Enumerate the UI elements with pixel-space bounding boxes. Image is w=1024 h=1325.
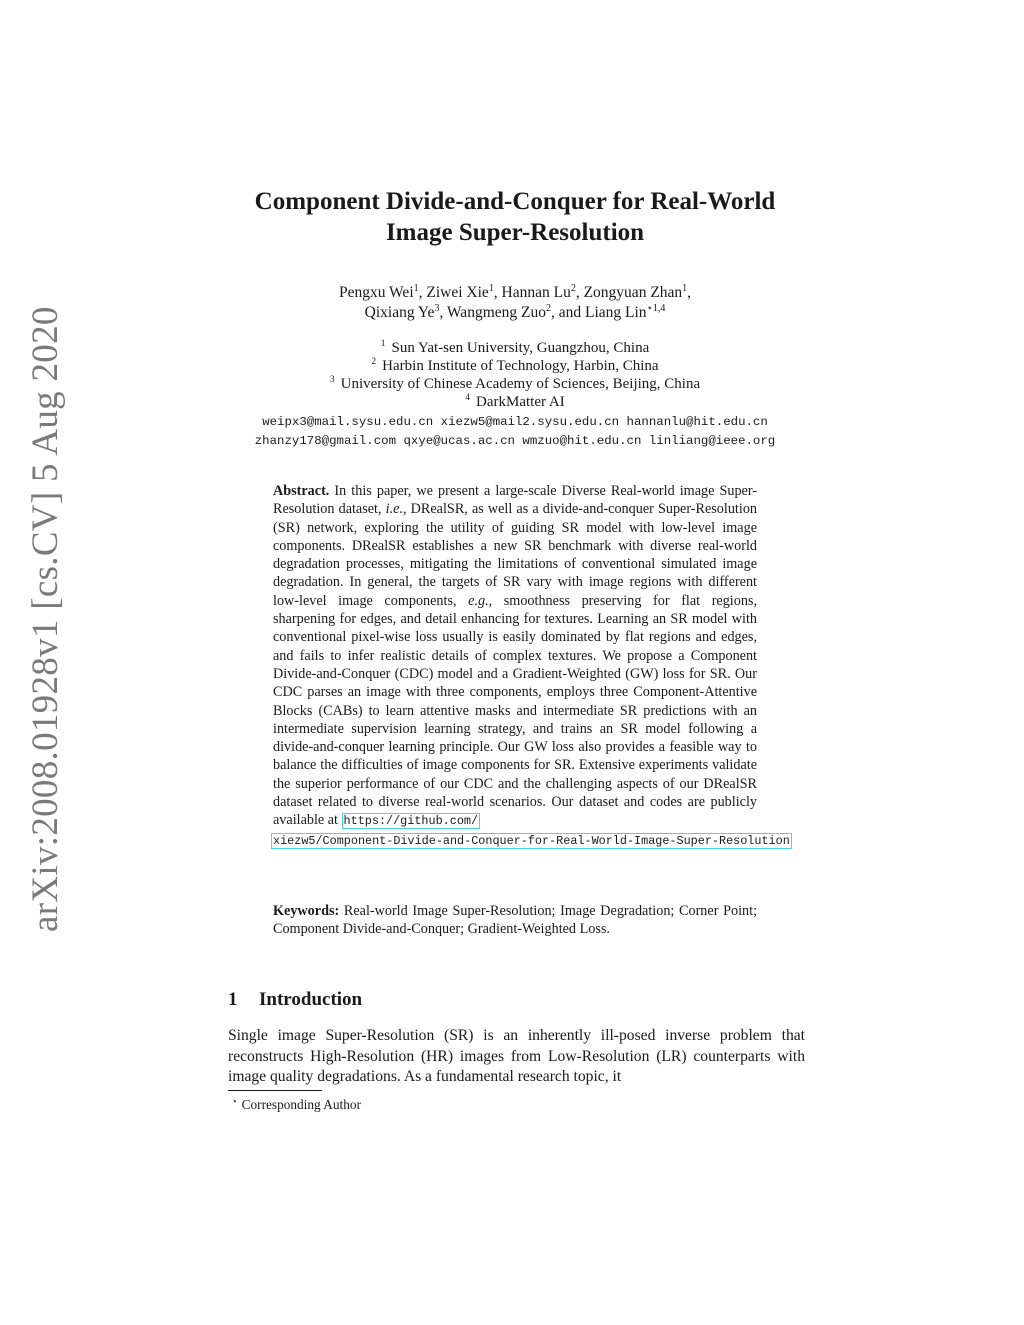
affiliation-mark: 1 [380, 339, 386, 349]
section-title: Introduction [259, 989, 363, 1010]
author-separator: , [439, 304, 447, 321]
keywords-label: Keywords: [273, 903, 340, 919]
author-name: Wangmeng Zuo [446, 304, 546, 321]
author-name: Hannan Lu [501, 284, 571, 301]
author-separator: , [493, 284, 502, 301]
footnote-mark: ⋆ [232, 1095, 238, 1106]
author-name: Liang Lin [585, 304, 647, 321]
abstract-text: , DRealSR, as well as a divide-and-conquer Super-Resolution (SR) network, exploring the utility of guiding SR model with low-level image components. DRealSR establishes a new SR benchmark with diverse real-world degradation processes, mitigating the limitations of conventional simulated image degradation. In general, the targets of SR vary with image regions with different low-level image components, [273, 501, 758, 609]
affiliation-text: Harbin Institute of Technology, Harbin, China [382, 358, 659, 374]
abstract-text: , smoothness preserving for flat regions, sharpening for edges, and detail enhancing for textures. Learning an SR model with conventional pixel-wise loss usually is easily dominated by flat regions and edges, and fails to infer realistic details of complex textures. We propose a Component Divide-and-Conquer (CDC) model and a Gradient-Weighted (GW) loss for SR. Our CDC parses an image with three components, employs three Component-Attentive Blocks (CABs) to learn attentive masks and intermediate SR predictions with an intermediate supervision learning strategy, and trains an SR model following a divide-and-conquer learning principle. Our GW loss also provides a feasible way to balance the difficulties of image components for SR. Extensive experiments validate the superior performance of our CDC and the challenging aspects of our DRealSR dataset related to diverse real-world scenarios. Our dataset and codes are publicly available at [273, 592, 758, 829]
title-line-2: Image Super-Resolution [385, 219, 645, 246]
author-affil-mark: 1 [488, 282, 494, 294]
dataset-url-link-part-2[interactable]: xiezw5/Component-Divide-and-Conquer-for-Real-World-Image-Super-Resolution [273, 833, 790, 848]
author-list [215, 283, 815, 323]
author-line-2 [215, 303, 815, 323]
author-separator: , [687, 284, 692, 301]
affiliation [215, 375, 815, 393]
author-affil-mark: 1 [682, 282, 688, 294]
author-name: Qixiang Ye [364, 304, 435, 321]
affiliation-mark: 2 [371, 357, 377, 367]
author-separator: , [418, 284, 427, 301]
author-separator: , and [550, 304, 585, 321]
affiliation-mark: 3 [329, 375, 335, 385]
affiliation-text: Sun Yat-sen University, Guangzhou, China [391, 340, 650, 356]
author-name: Ziwei Xie [426, 284, 489, 301]
intro-paragraph: Single image Super-Resolution (SR) is an inherently ill-posed inverse problem that reconstructs High-Resolution (HR) images from Low-Resolution (LR) counterparts with image quality degradations. As a fundamental research topic, it [228, 1027, 805, 1086]
abstract-ie: i.e. [385, 501, 404, 518]
email-line-1: weipx3@mail.sysu.edu.cn xiezw5@mail2.sysu.edu.cn hannanlu@hit.edu.cn [262, 415, 768, 429]
abstract-text: In this paper, we present a large-scale Diverse Real-world image Super-Resolution dataset, [273, 483, 758, 518]
keywords-text: Real-world Image Super-Resolution; Image Degradation; Corner Point; Component Divide-and-Conquer; Gradient-Weighted Loss. [273, 903, 758, 938]
keywords [273, 902, 757, 939]
author-affil-mark: 2 [545, 302, 551, 314]
section-heading [228, 988, 362, 1012]
affiliation [215, 393, 815, 411]
author-line-1 [215, 283, 815, 303]
affiliation [215, 339, 815, 357]
abstract [273, 482, 790, 850]
author-name: Zongyuan Zhan [583, 284, 683, 301]
section-number: 1 [228, 989, 238, 1010]
footnote-divider [228, 1090, 322, 1091]
title-line-1: Component Divide-and-Conquer for Real-World [254, 188, 776, 215]
affiliation-text: University of Chinese Academy of Sciences, Beijing, China [340, 376, 701, 392]
arxiv-identifier: arXiv:2008.01928v1 [cs.CV] 5 Aug 2020 [25, 306, 66, 932]
dataset-url-link-part-1[interactable]: https://github.com/ [343, 814, 479, 829]
paper-title [215, 186, 815, 248]
abstract-eg: e.g. [468, 592, 489, 609]
footnote [232, 1096, 361, 1113]
footnote-text: Corresponding Author [241, 1097, 361, 1112]
dataset-url-line-2 [271, 831, 790, 850]
affiliation [215, 357, 815, 375]
abstract-label: Abstract. [273, 483, 330, 499]
author-affil-mark: 3 [434, 302, 440, 314]
affiliation-list [215, 339, 815, 411]
author-affil-mark: 2 [570, 282, 576, 294]
author-separator: , [575, 284, 584, 301]
author-affil-mark: 1 [413, 282, 419, 294]
email-line-2: zhanzy178@gmail.com qxye@ucas.ac.cn wmzuo@hit.edu.cn linliang@ieee.org [254, 433, 776, 448]
author-name: Pengxu Wei [338, 284, 414, 301]
email-list [215, 413, 815, 450]
author-affil-mark: ⋆1,4 [646, 302, 666, 314]
affiliation-text: DarkMatter AI [476, 394, 565, 410]
affiliation-mark: 4 [465, 393, 471, 403]
